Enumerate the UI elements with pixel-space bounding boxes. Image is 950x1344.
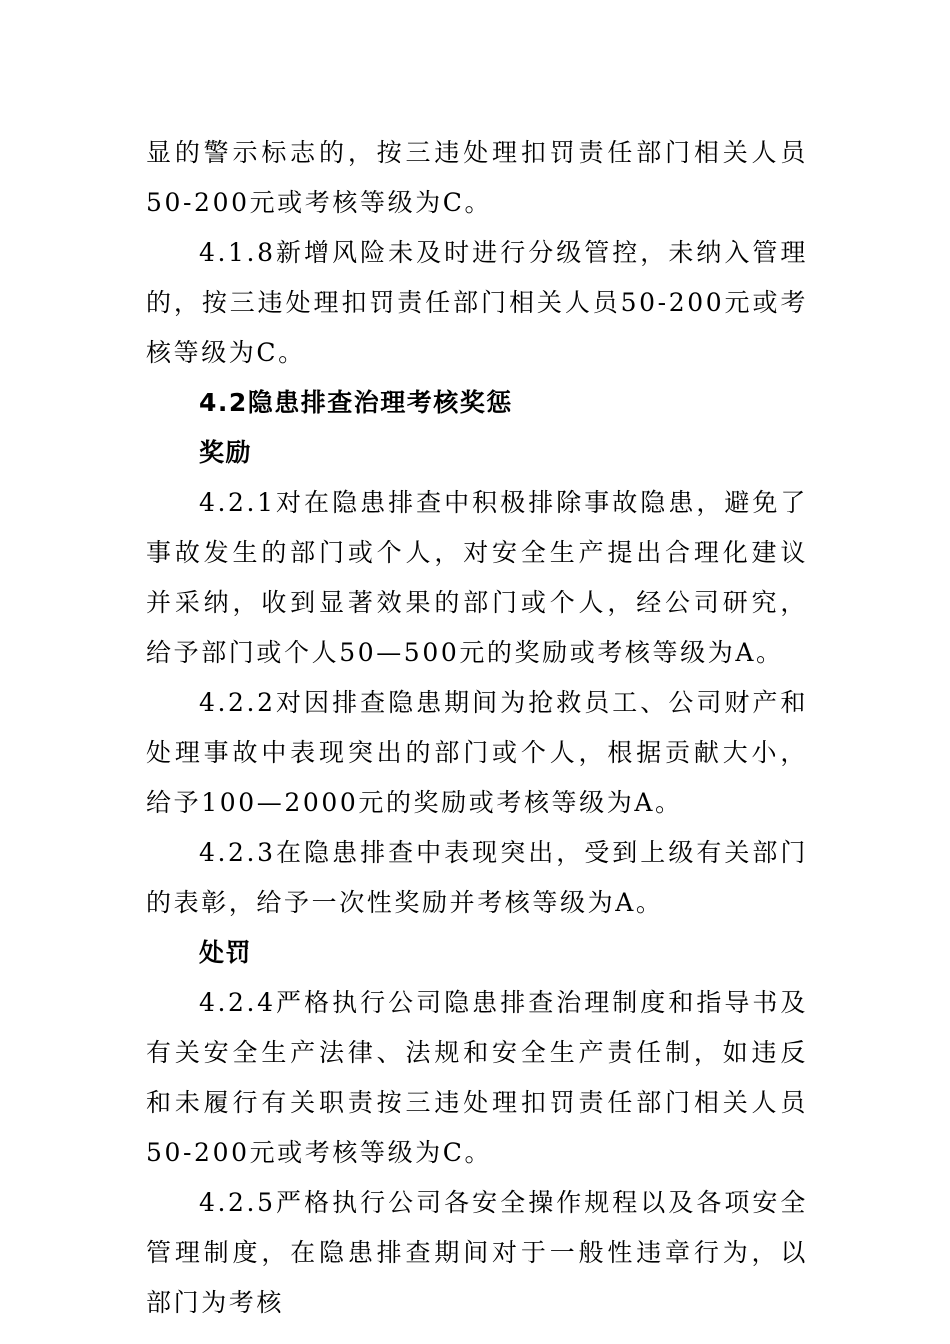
paragraph-continuation: 显的警示标志的，按三违处理扣罚责任部门相关人员50-200元或考核等级为C。: [146, 138, 808, 217]
paragraph-4-2-2: 4.2.2对因排查隐患期间为抢救员工、公司财产和处理事故中表现突出的部门或个人，根据贡献大小，给予100—2000元的奖励或考核等级为A。: [146, 688, 808, 817]
paragraph-4-2-3: 4.2.3在隐患排查中表现突出，受到上级有关部门的表彰，给予一次性奖励并考核等级为A。: [146, 838, 808, 917]
paragraph-4-2-1: 4.2.1对在隐患排查中积极排除事故隐患，避免了事故发生的部门或个人，对安全生产提出合理化建议并采纳，收到显著效果的部门或个人，经公司研究，给予部门或个人50—500元的奖励或考核等级为A。: [146, 488, 808, 667]
document-body: [146, 128, 808, 1328]
paragraph-4-2-5: 4.2.5严格执行公司各安全操作规程以及各项安全管理制度，在隐患排查期间对于一般性违章行为，以部门为考核: [146, 1188, 808, 1317]
paragraph-4-1-8: 4.1.8新增风险未及时进行分级管控，未纳入管理的，按三违处理扣罚责任部门相关人员50-200元或考核等级为C。: [146, 238, 808, 367]
subheading-penalty: 处罚: [199, 938, 253, 967]
section-heading-4-2: 4.2隐患排查治理考核奖惩: [199, 388, 513, 417]
subheading-reward: 奖励: [199, 438, 253, 467]
paragraph-4-2-4: 4.2.4严格执行公司隐患排查治理制度和指导书及有关安全生产法律、法规和安全生产责任制，如违反和未履行有关职责按三违处理扣罚责任部门相关人员50-200元或考核等级为C。: [146, 988, 808, 1167]
